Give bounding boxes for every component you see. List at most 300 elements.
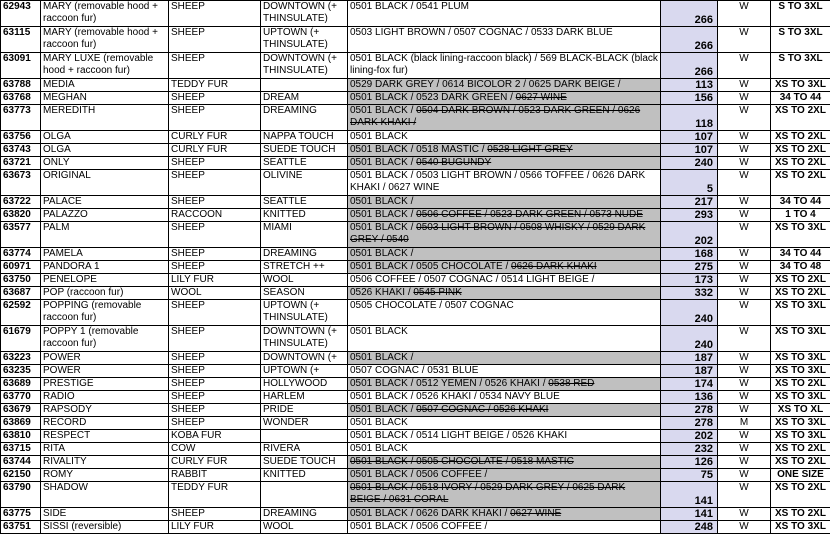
product-name-cell[interactable]: PALACE bbox=[41, 196, 169, 209]
table-row[interactable] bbox=[1, 131, 830, 144]
colors-cell[interactable] bbox=[348, 417, 661, 430]
product-code-cell[interactable]: 63756 bbox=[1, 131, 41, 144]
product-code-cell[interactable]: 63223 bbox=[1, 352, 41, 365]
material-cell[interactable]: SHEEP bbox=[169, 326, 261, 352]
table-row[interactable] bbox=[1, 157, 830, 170]
material-cell[interactable]: CURLY FUR bbox=[169, 456, 261, 469]
discontinued-color: 0507 COGNAC / 0526 KHAKI bbox=[416, 404, 549, 415]
size-range-cell[interactable]: XS TO 3XL bbox=[771, 365, 830, 378]
collection-cell[interactable]: PRIDE bbox=[261, 404, 348, 417]
product-code-cell[interactable]: 63810 bbox=[1, 430, 41, 443]
size-range-cell[interactable]: XS TO 3XL bbox=[771, 521, 830, 534]
gender-cell[interactable]: W bbox=[718, 300, 771, 326]
material-cell[interactable]: SHEEP bbox=[169, 53, 261, 79]
product-code-cell[interactable]: 62150 bbox=[1, 469, 41, 482]
gender-cell[interactable]: W bbox=[718, 352, 771, 365]
collection-cell[interactable]: UPTOWN (+ bbox=[261, 365, 348, 378]
size-range-cell[interactable]: 34 TO 48 bbox=[771, 261, 830, 274]
material-cell[interactable]: SHEEP bbox=[169, 92, 261, 105]
size-range-cell[interactable]: XS TO 2XL bbox=[771, 378, 830, 391]
product-code-cell[interactable]: 63091 bbox=[1, 53, 41, 79]
price-cell[interactable]: 156 bbox=[661, 92, 718, 105]
collection-cell[interactable]: SUEDE TOUCH bbox=[261, 144, 348, 157]
collection-cell[interactable]: SUEDE TOUCH bbox=[261, 456, 348, 469]
colors-cell[interactable] bbox=[348, 196, 661, 209]
size-range-cell[interactable]: XS TO 3XL bbox=[771, 79, 830, 92]
colors-cell[interactable] bbox=[348, 443, 661, 456]
gender-cell[interactable]: W bbox=[718, 261, 771, 274]
table-row[interactable] bbox=[1, 79, 830, 92]
product-name-cell[interactable]: POPPING (removable raccoon fur) bbox=[41, 300, 169, 326]
material-cell[interactable]: SHEEP bbox=[169, 352, 261, 365]
gender-cell[interactable]: W bbox=[718, 326, 771, 352]
product-name-cell[interactable]: MARY (removable hood + raccoon fur) bbox=[41, 1, 169, 27]
price-cell[interactable]: 126 bbox=[661, 456, 718, 469]
colors-cell[interactable] bbox=[348, 300, 661, 326]
color-text: 0501 BLACK / bbox=[350, 209, 417, 220]
gender-cell[interactable]: W bbox=[718, 157, 771, 170]
colors-cell[interactable] bbox=[348, 482, 661, 508]
product-name-cell[interactable]: PALAZZO bbox=[41, 209, 169, 222]
table-row[interactable] bbox=[1, 53, 830, 79]
price-cell[interactable]: 141 bbox=[661, 508, 718, 521]
product-name-cell[interactable]: PALM bbox=[41, 222, 169, 248]
product-name-cell[interactable]: PENELOPE bbox=[41, 274, 169, 287]
gender-cell[interactable]: M bbox=[718, 417, 771, 430]
material-cell[interactable]: SHEEP bbox=[169, 222, 261, 248]
colors-cell[interactable] bbox=[348, 261, 661, 274]
product-code-cell[interactable]: 63775 bbox=[1, 508, 41, 521]
material-cell[interactable]: SHEEP bbox=[169, 157, 261, 170]
collection-cell[interactable] bbox=[261, 482, 348, 508]
material-cell[interactable]: SHEEP bbox=[169, 391, 261, 404]
size-range-cell[interactable]: XS TO 3XL bbox=[771, 391, 830, 404]
material-cell[interactable]: SHEEP bbox=[169, 27, 261, 53]
size-range-cell[interactable]: XS TO 2XL bbox=[771, 170, 830, 196]
product-name-cell[interactable]: OLGA bbox=[41, 144, 169, 157]
table-row[interactable] bbox=[1, 469, 830, 482]
product-name-cell[interactable]: POP (raccoon fur) bbox=[41, 287, 169, 300]
collection-cell[interactable] bbox=[261, 79, 348, 92]
gender-cell[interactable]: W bbox=[718, 196, 771, 209]
colors-cell[interactable] bbox=[348, 521, 661, 534]
size-range-cell[interactable]: XS TO 3XL bbox=[771, 222, 830, 248]
table-row[interactable] bbox=[1, 170, 830, 196]
material-cell[interactable]: LILY FUR bbox=[169, 274, 261, 287]
collection-cell[interactable]: NAPPA TOUCH bbox=[261, 131, 348, 144]
gender-cell[interactable]: W bbox=[718, 27, 771, 53]
material-cell[interactable]: SHEEP bbox=[169, 1, 261, 27]
colors-cell[interactable] bbox=[348, 248, 661, 261]
collection-cell[interactable]: DOWNTOWN (+ THINSULATE) bbox=[261, 1, 348, 27]
size-range-cell[interactable]: S TO 3XL bbox=[771, 27, 830, 53]
price-cell[interactable]: 202 bbox=[661, 222, 718, 248]
colors-cell[interactable] bbox=[348, 157, 661, 170]
color-text: 0526 KHAKI / bbox=[350, 287, 414, 298]
size-range-cell[interactable]: 1 TO 4 bbox=[771, 209, 830, 222]
gender-cell[interactable]: W bbox=[718, 105, 771, 131]
colors-cell[interactable] bbox=[348, 404, 661, 417]
product-name-cell[interactable]: OLGA bbox=[41, 131, 169, 144]
gender-cell[interactable]: W bbox=[718, 248, 771, 261]
price-cell[interactable]: 278 bbox=[661, 417, 718, 430]
colors-cell[interactable] bbox=[348, 326, 661, 352]
price-cell[interactable]: 187 bbox=[661, 352, 718, 365]
collection-cell[interactable]: DOWNTOWN (+ THINSULATE) bbox=[261, 326, 348, 352]
product-code-cell[interactable]: 62943 bbox=[1, 1, 41, 27]
table-row[interactable] bbox=[1, 209, 830, 222]
table-row[interactable] bbox=[1, 508, 830, 521]
collection-cell[interactable]: STRETCH ++ bbox=[261, 261, 348, 274]
product-code-cell[interactable]: 63679 bbox=[1, 404, 41, 417]
product-code-cell[interactable]: 63715 bbox=[1, 443, 41, 456]
colors-cell[interactable] bbox=[348, 53, 661, 79]
material-cell[interactable]: SHEEP bbox=[169, 417, 261, 430]
table-row[interactable] bbox=[1, 196, 830, 209]
product-name-cell[interactable]: PAMELA bbox=[41, 248, 169, 261]
price-cell[interactable]: 266 bbox=[661, 53, 718, 79]
material-cell[interactable]: WOOL bbox=[169, 287, 261, 300]
colors-cell[interactable] bbox=[348, 365, 661, 378]
price-cell[interactable]: 118 bbox=[661, 105, 718, 131]
product-code-cell[interactable]: 63751 bbox=[1, 521, 41, 534]
gender-cell[interactable]: W bbox=[718, 170, 771, 196]
table-row[interactable] bbox=[1, 443, 830, 456]
product-name-cell[interactable]: RADIO bbox=[41, 391, 169, 404]
product-name-cell[interactable]: POWER bbox=[41, 352, 169, 365]
price-cell[interactable]: 293 bbox=[661, 209, 718, 222]
table-row[interactable] bbox=[1, 326, 830, 352]
gender-cell[interactable]: W bbox=[718, 79, 771, 92]
product-name-cell[interactable]: ORIGINAL bbox=[41, 170, 169, 196]
gender-cell[interactable]: W bbox=[718, 391, 771, 404]
price-cell[interactable]: 275 bbox=[661, 261, 718, 274]
size-range-cell[interactable]: XS TO 2XL bbox=[771, 482, 830, 508]
material-cell[interactable]: SHEEP bbox=[169, 196, 261, 209]
product-code-cell[interactable]: 62592 bbox=[1, 300, 41, 326]
size-range-cell[interactable]: 34 TO 44 bbox=[771, 248, 830, 261]
discontinued-color: 0501 BLACK / 0518 IVORY / 0529 DARK GREY / 0625 DARK BEIGE / 0631 CORAL bbox=[350, 482, 626, 505]
price-cell[interactable]: 248 bbox=[661, 521, 718, 534]
size-range-cell[interactable]: XS TO 2XL bbox=[771, 144, 830, 157]
gender-cell[interactable]: W bbox=[718, 92, 771, 105]
colors-cell[interactable] bbox=[348, 378, 661, 391]
product-name-cell[interactable]: RITA bbox=[41, 443, 169, 456]
product-name-cell[interactable]: POWER bbox=[41, 365, 169, 378]
collection-cell[interactable] bbox=[261, 430, 348, 443]
collection-cell[interactable]: HOLLYWOOD bbox=[261, 378, 348, 391]
collection-cell[interactable]: HARLEM bbox=[261, 391, 348, 404]
material-cell[interactable]: SHEEP bbox=[169, 508, 261, 521]
price-cell[interactable]: 232 bbox=[661, 443, 718, 456]
material-cell[interactable]: SHEEP bbox=[169, 248, 261, 261]
product-code-cell[interactable]: 63722 bbox=[1, 196, 41, 209]
size-range-cell[interactable]: S TO 3XL bbox=[771, 1, 830, 27]
price-cell[interactable]: 278 bbox=[661, 404, 718, 417]
product-code-cell[interactable]: 63770 bbox=[1, 391, 41, 404]
product-code-cell[interactable]: 61679 bbox=[1, 326, 41, 352]
collection-cell[interactable]: UPTOWN (+ THINSULATE) bbox=[261, 300, 348, 326]
size-range-cell[interactable]: XS TO 3XL bbox=[771, 300, 830, 326]
product-code-cell[interactable]: 63721 bbox=[1, 157, 41, 170]
size-range-cell[interactable]: XS TO 2XL bbox=[771, 508, 830, 521]
table-row[interactable] bbox=[1, 261, 830, 274]
product-code-cell[interactable]: 63774 bbox=[1, 248, 41, 261]
table-row[interactable] bbox=[1, 365, 830, 378]
table-row[interactable] bbox=[1, 105, 830, 131]
collection-cell[interactable]: WOOL bbox=[261, 521, 348, 534]
price-cell[interactable]: 202 bbox=[661, 430, 718, 443]
material-cell[interactable]: TEDDY FUR bbox=[169, 79, 261, 92]
product-code-cell[interactable]: 63750 bbox=[1, 274, 41, 287]
product-name-cell[interactable]: RIVALITY bbox=[41, 456, 169, 469]
table-row[interactable] bbox=[1, 274, 830, 287]
collection-cell[interactable]: MIAMI bbox=[261, 222, 348, 248]
colors-cell[interactable] bbox=[348, 144, 661, 157]
product-name-cell[interactable]: SISSI (reversible) bbox=[41, 521, 169, 534]
size-range-cell[interactable]: XS TO 3XL bbox=[771, 326, 830, 352]
table-row[interactable] bbox=[1, 456, 830, 469]
gender-cell[interactable]: W bbox=[718, 144, 771, 157]
colors-cell[interactable] bbox=[348, 79, 661, 92]
price-cell[interactable]: 75 bbox=[661, 469, 718, 482]
product-name-cell[interactable]: SIDE bbox=[41, 508, 169, 521]
colors-cell[interactable] bbox=[348, 469, 661, 482]
table-row[interactable] bbox=[1, 404, 830, 417]
product-name-cell[interactable]: MEGHAN bbox=[41, 92, 169, 105]
product-name-cell[interactable]: MEREDITH bbox=[41, 105, 169, 131]
product-name-cell[interactable]: MARY LUXE (removable hood + raccoon fur) bbox=[41, 53, 169, 79]
gender-cell[interactable]: W bbox=[718, 287, 771, 300]
gender-cell[interactable]: W bbox=[718, 430, 771, 443]
size-range-cell[interactable]: XS TO 2XL bbox=[771, 287, 830, 300]
gender-cell[interactable]: W bbox=[718, 1, 771, 27]
material-cell[interactable]: SHEEP bbox=[169, 170, 261, 196]
colors-cell[interactable] bbox=[348, 209, 661, 222]
table-row[interactable] bbox=[1, 300, 830, 326]
product-code-cell[interactable]: 63687 bbox=[1, 287, 41, 300]
size-range-cell[interactable]: XS TO 3XL bbox=[771, 417, 830, 430]
material-cell[interactable]: KOBA FUR bbox=[169, 430, 261, 443]
product-name-cell[interactable]: RESPECT bbox=[41, 430, 169, 443]
table-body bbox=[1, 1, 830, 534]
table-row[interactable] bbox=[1, 144, 830, 157]
price-cell[interactable]: 113 bbox=[661, 79, 718, 92]
collection-cell[interactable]: DREAM bbox=[261, 92, 348, 105]
collection-cell[interactable]: DOWNTOWN (+ bbox=[261, 352, 348, 365]
gender-cell[interactable]: W bbox=[718, 456, 771, 469]
color-text: 0529 DARK GREY / 0614 BICOLOR 2 / 0625 DARK BEIGE / bbox=[350, 79, 621, 90]
gender-cell[interactable]: W bbox=[718, 482, 771, 508]
gender-cell[interactable]: W bbox=[718, 365, 771, 378]
size-range-cell[interactable]: XS TO 3XL bbox=[771, 430, 830, 443]
price-cell[interactable]: 107 bbox=[661, 144, 718, 157]
collection-cell[interactable]: SEATTLE bbox=[261, 157, 348, 170]
collection-cell[interactable]: DREAMING bbox=[261, 105, 348, 131]
price-cell[interactable]: 266 bbox=[661, 1, 718, 27]
product-name-cell[interactable]: RECORD bbox=[41, 417, 169, 430]
size-range-cell[interactable]: ONE SIZE bbox=[771, 469, 830, 482]
table-row[interactable] bbox=[1, 521, 830, 534]
color-text: 0501 BLACK (black lining-raccoon black) / 569 BLACK-BLACK (black lining-fox fur) bbox=[350, 53, 658, 76]
material-cell[interactable]: RABBIT bbox=[169, 469, 261, 482]
colors-cell[interactable] bbox=[348, 105, 661, 131]
product-code-cell[interactable]: 63235 bbox=[1, 365, 41, 378]
material-cell[interactable]: RACCOON bbox=[169, 209, 261, 222]
collection-cell[interactable]: DOWNTOWN (+ THINSULATE) bbox=[261, 53, 348, 79]
product-name-cell[interactable]: MARY (removable hood + raccoon fur) bbox=[41, 27, 169, 53]
size-range-cell[interactable]: XS TO 2XL bbox=[771, 105, 830, 131]
price-cell[interactable]: 136 bbox=[661, 391, 718, 404]
gender-cell[interactable]: W bbox=[718, 222, 771, 248]
price-cell[interactable]: 5 bbox=[661, 170, 718, 196]
material-cell[interactable]: SHEEP bbox=[169, 105, 261, 131]
product-code-cell[interactable]: 63773 bbox=[1, 105, 41, 131]
colors-cell[interactable] bbox=[348, 287, 661, 300]
discontinued-color: 0627 WINE bbox=[515, 92, 567, 103]
gender-cell[interactable]: W bbox=[718, 274, 771, 287]
table-row[interactable] bbox=[1, 391, 830, 404]
product-code-cell[interactable]: 63788 bbox=[1, 79, 41, 92]
colors-cell[interactable] bbox=[348, 391, 661, 404]
material-cell[interactable]: SHEEP bbox=[169, 404, 261, 417]
price-cell[interactable]: 107 bbox=[661, 131, 718, 144]
product-name-cell[interactable]: ROMY bbox=[41, 469, 169, 482]
size-range-cell[interactable]: XS TO 2XL bbox=[771, 456, 830, 469]
collection-cell[interactable]: RIVERA bbox=[261, 443, 348, 456]
collection-cell[interactable]: DREAMING bbox=[261, 248, 348, 261]
table-row[interactable] bbox=[1, 430, 830, 443]
product-code-cell[interactable]: 63673 bbox=[1, 170, 41, 196]
gender-cell[interactable]: W bbox=[718, 508, 771, 521]
table-row[interactable] bbox=[1, 222, 830, 248]
size-range-cell[interactable]: XS TO 2XL bbox=[771, 274, 830, 287]
price-cell[interactable]: 332 bbox=[661, 287, 718, 300]
product-code-cell[interactable]: 63768 bbox=[1, 92, 41, 105]
color-text: 0501 BLACK bbox=[350, 131, 408, 142]
collection-cell[interactable]: WONDER bbox=[261, 417, 348, 430]
price-cell[interactable]: 217 bbox=[661, 196, 718, 209]
table-row[interactable] bbox=[1, 417, 830, 430]
table-row[interactable] bbox=[1, 482, 830, 508]
price-cell[interactable]: 174 bbox=[661, 378, 718, 391]
colors-cell[interactable] bbox=[348, 456, 661, 469]
product-code-cell[interactable]: 63869 bbox=[1, 417, 41, 430]
product-code-cell[interactable]: 63115 bbox=[1, 27, 41, 53]
price-cell[interactable]: 240 bbox=[661, 326, 718, 352]
price-cell[interactable]: 173 bbox=[661, 274, 718, 287]
product-code-cell[interactable]: 63689 bbox=[1, 378, 41, 391]
discontinued-color: 0545 PINK bbox=[413, 287, 462, 298]
colors-cell[interactable] bbox=[348, 222, 661, 248]
collection-cell[interactable]: KNITTED bbox=[261, 469, 348, 482]
price-cell[interactable]: 141 bbox=[661, 482, 718, 508]
colors-cell[interactable] bbox=[348, 92, 661, 105]
collection-cell[interactable]: WOOL bbox=[261, 274, 348, 287]
colors-cell[interactable] bbox=[348, 508, 661, 521]
product-name-cell[interactable]: PANDORA 1 bbox=[41, 261, 169, 274]
material-cell[interactable]: SHEEP bbox=[169, 261, 261, 274]
product-code-cell[interactable]: 63744 bbox=[1, 456, 41, 469]
gender-cell[interactable]: W bbox=[718, 469, 771, 482]
gender-cell[interactable]: W bbox=[718, 131, 771, 144]
product-name-cell[interactable]: PRESTIGE bbox=[41, 378, 169, 391]
table-row[interactable] bbox=[1, 378, 830, 391]
material-cell[interactable]: SHEEP bbox=[169, 300, 261, 326]
material-cell[interactable]: COW bbox=[169, 443, 261, 456]
color-text: 0501 BLACK / bbox=[350, 352, 414, 363]
table-row[interactable] bbox=[1, 1, 830, 27]
material-cell[interactable]: SHEEP bbox=[169, 365, 261, 378]
price-cell[interactable]: 240 bbox=[661, 300, 718, 326]
color-text: 0505 CHOCOLATE / 0507 COGNAC bbox=[350, 300, 514, 311]
size-range-cell[interactable]: XS TO 2XL bbox=[771, 131, 830, 144]
collection-cell[interactable]: SEATTLE bbox=[261, 196, 348, 209]
product-name-cell[interactable]: RAPSODY bbox=[41, 404, 169, 417]
product-code-cell[interactable]: 63820 bbox=[1, 209, 41, 222]
gender-cell[interactable]: W bbox=[718, 521, 771, 534]
product-code-cell[interactable]: 63790 bbox=[1, 482, 41, 508]
table-row[interactable] bbox=[1, 92, 830, 105]
product-name-cell[interactable]: ONLY bbox=[41, 157, 169, 170]
table-row[interactable] bbox=[1, 352, 830, 365]
colors-cell[interactable] bbox=[348, 274, 661, 287]
collection-cell[interactable]: KNITTED bbox=[261, 209, 348, 222]
material-cell[interactable]: TEDDY FUR bbox=[169, 482, 261, 508]
gender-cell[interactable]: W bbox=[718, 443, 771, 456]
product-code-cell[interactable]: 60971 bbox=[1, 261, 41, 274]
collection-cell[interactable]: DREAMING bbox=[261, 508, 348, 521]
colors-cell[interactable] bbox=[348, 352, 661, 365]
size-range-cell[interactable]: XS TO 3XL bbox=[771, 352, 830, 365]
price-cell[interactable]: 168 bbox=[661, 248, 718, 261]
colors-cell[interactable] bbox=[348, 430, 661, 443]
size-range-cell[interactable]: XS TO XL bbox=[771, 404, 830, 417]
product-name-cell[interactable]: MEDIA bbox=[41, 79, 169, 92]
gender-cell[interactable]: W bbox=[718, 404, 771, 417]
size-range-cell[interactable]: XS TO 2XL bbox=[771, 443, 830, 456]
gender-cell[interactable]: W bbox=[718, 53, 771, 79]
table-row[interactable] bbox=[1, 287, 830, 300]
table-row[interactable] bbox=[1, 27, 830, 53]
colors-cell[interactable] bbox=[348, 131, 661, 144]
collection-cell[interactable]: SEASON bbox=[261, 287, 348, 300]
price-cell[interactable]: 266 bbox=[661, 27, 718, 53]
colors-cell[interactable] bbox=[348, 1, 661, 27]
colors-cell[interactable] bbox=[348, 170, 661, 196]
material-cell[interactable]: CURLY FUR bbox=[169, 144, 261, 157]
material-cell[interactable]: LILY FUR bbox=[169, 521, 261, 534]
material-cell[interactable]: CURLY FUR bbox=[169, 131, 261, 144]
product-name-cell[interactable]: POPPY 1 (removable raccoon fur) bbox=[41, 326, 169, 352]
gender-cell[interactable]: W bbox=[718, 378, 771, 391]
size-range-cell[interactable]: S TO 3XL bbox=[771, 53, 830, 79]
colors-cell[interactable] bbox=[348, 27, 661, 53]
size-range-cell[interactable]: 34 TO 44 bbox=[771, 92, 830, 105]
collection-cell[interactable]: UPTOWN (+ THINSULATE) bbox=[261, 27, 348, 53]
material-cell[interactable]: SHEEP bbox=[169, 378, 261, 391]
price-cell[interactable]: 240 bbox=[661, 157, 718, 170]
size-range-cell[interactable]: XS TO 2XL bbox=[771, 157, 830, 170]
collection-cell[interactable]: OLIVINE bbox=[261, 170, 348, 196]
product-name-cell[interactable]: SHADOW bbox=[41, 482, 169, 508]
product-code-cell[interactable]: 63577 bbox=[1, 222, 41, 248]
price-cell[interactable]: 187 bbox=[661, 365, 718, 378]
size-range-cell[interactable]: 34 TO 44 bbox=[771, 196, 830, 209]
product-code-cell[interactable]: 63743 bbox=[1, 144, 41, 157]
gender-cell[interactable]: W bbox=[718, 209, 771, 222]
table-row[interactable] bbox=[1, 248, 830, 261]
